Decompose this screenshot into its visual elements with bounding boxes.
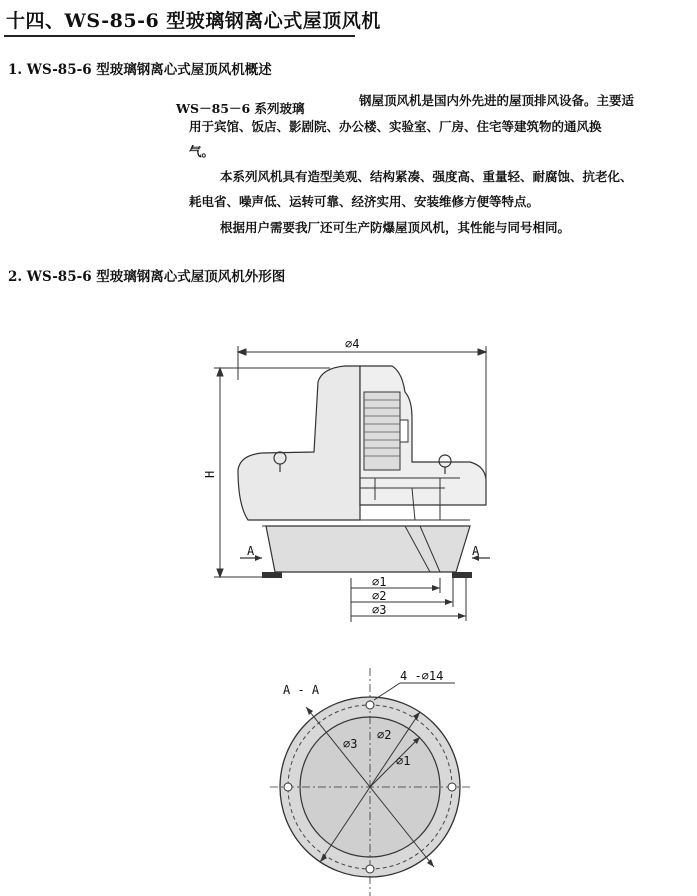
overview-line-1a: WS－85－6 系列玻璃 — [176, 101, 305, 116]
overview-line-1b: 钢屋顶风机是国内外先进的屋顶排风设备。主要适 — [359, 93, 635, 108]
section-mark-right: A — [472, 544, 480, 558]
overview-line-6: 根据用户需要我厂还可生产防爆屋顶风机，其性能与同号相同。 — [220, 220, 571, 235]
section-mark-left: A — [247, 544, 255, 558]
overview-line-3: 气。 — [189, 144, 215, 159]
plan-label-d1: ∅1 — [396, 754, 411, 768]
holes-label: 4 -∅14 — [400, 669, 444, 683]
dim-d3-label: ∅3 — [372, 603, 387, 617]
overview-line-4: 本系列风机具有造型美观、结构紧凑、强度高、重量轻、耐腐蚀、抗老化、 — [220, 169, 633, 184]
dim-d2-label: ∅2 — [372, 589, 387, 603]
page-title: 十四、WS-85-6 型玻璃钢离心式屋顶风机 — [6, 10, 381, 32]
plan-label-d2: ∅2 — [377, 728, 392, 742]
section1-heading: 1. WS-85-6 型玻璃钢离心式屋顶风机概述 — [8, 62, 272, 78]
section2-heading: 2. WS-85-6 型玻璃钢离心式屋顶风机外形图 — [8, 269, 286, 285]
dim-d1-label: ∅1 — [372, 575, 387, 589]
plan-label-d3: ∅3 — [343, 737, 358, 751]
dim-top-label: ∅4 — [345, 337, 360, 351]
overview-line-5: 耗电省、噪声低、运转可靠、经济实用、安装维修方便等特点。 — [189, 194, 540, 209]
overview-line-2: 用于宾馆、饭店、影剧院、办公楼、实验室、厂房、住宅等建筑物的通风换 — [189, 119, 602, 134]
dim-height-label: H — [203, 470, 217, 478]
plan-section-title: A - A — [283, 683, 320, 697]
